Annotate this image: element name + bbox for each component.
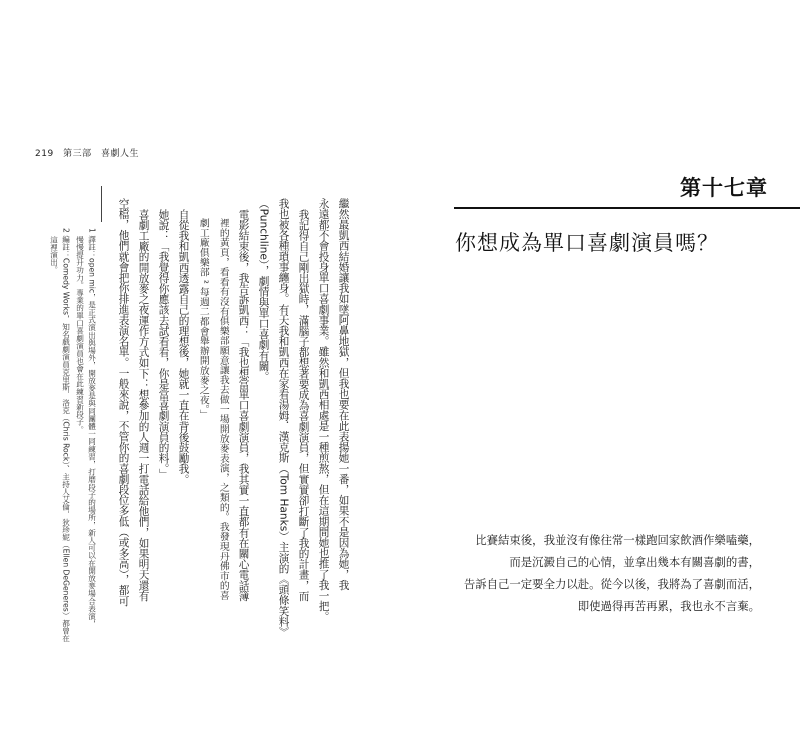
section-label: 喜劇人生 xyxy=(100,149,139,159)
body-column-8: 她說：「我覺得你應該去試看看，你是當喜劇演員的料。」 xyxy=(157,209,170,480)
body-column-5: （Punchline），劇情與單口喜劇有關。 xyxy=(257,198,270,382)
footnote-2-line-2: 這裡演出。 xyxy=(49,228,59,274)
body-column-6: 電影結束後，我告訴凱西：「我也想當單口喜劇演員，我其實一直都有在關心電話簿 xyxy=(237,209,250,602)
running-head xyxy=(35,146,145,159)
body-column-2: 永遠都不會投身單口喜劇事業。雖然和凱西相處是一種煎熬，但在這期間她也推了我一把。 xyxy=(317,198,330,622)
chapter-title: 你想成為單口喜劇演員嗎？ xyxy=(455,231,719,255)
footnote-divider xyxy=(101,186,102,222)
body-column-4: 我也被各種瑣事纏身。有天我和凱西在家看湯姆．漢克斯（Tom Hanks）主演的《頭條笑料》 xyxy=(277,198,290,638)
body-column-9: 喜劇工廠的開放麥之夜運作方式如下：想參加的人週一打電話給他們，如果明天還有 xyxy=(137,209,150,602)
footnote-1-line-2: 慢慢提升功力。專業的單口喜劇演員也會在此練習新段子。 xyxy=(75,228,85,434)
chapter-epigraph xyxy=(464,529,760,617)
quote-column-1: 裡的黃頁，看看有沒有俱樂部願意讓我去做一場開放麥表演，之類的。我發現丹佛市的喜 xyxy=(217,218,229,601)
right-page xyxy=(400,0,800,744)
epigraph-line: 比賽結束後，我並沒有像往常一樣跑回家飲酒作樂嗑藥， xyxy=(475,533,760,547)
page-number: 219 xyxy=(35,149,54,159)
body-column-3: 我記得自己剛出獄時，滿腦子都想著要成為喜劇演員，但實實卻打斷了我的計畫，而 xyxy=(297,209,310,602)
quote-column-2: 劇工廠俱樂部 ² 每週二都會舉辦開放麥之夜。」 xyxy=(197,218,209,420)
body-column-10: 空檔，他們就會把你排進表演名單。一般來說，不管你的喜劇段位多低（或多高），都可 xyxy=(117,198,130,607)
chapter-divider xyxy=(454,207,800,209)
body-column-7: 自從我和凱西透露自己的理想後，她就一直在背後鼓勵我。 xyxy=(177,209,190,485)
chapter-label: 第十七章 xyxy=(680,175,768,200)
epigraph-line: 而是沉澱自己的心情，並拿出幾本有關喜劇的書， xyxy=(509,555,760,569)
epigraph-line: 即使過得再苦再累，我也永不言棄。 xyxy=(577,599,760,613)
footnote-2-line-1: 2 編註：Comedy Works，知名戲劇演員克里斯．洛克（Chris Rock）、主持人艾倫．狄珍妮（Ellen DeGeneres）都曾在 xyxy=(61,228,71,643)
body-column-1: 繼然最凱西結婚讓我如墜阿鼻地獄，但我也要在此表揚她一番，如果不是因為她，我 xyxy=(337,198,350,591)
footnote-1-line-1: 1 譯註：open mic，是正式演出與場外，開放麥是與同團體一同練習，打磨段子的場所，新人可以在開放麥場合表演， xyxy=(87,228,97,628)
epigraph-line: 告訴自己一定要全力以赴。從今以後，我將為了喜劇而活， xyxy=(463,577,760,591)
part-label: 第三部 xyxy=(63,149,92,159)
